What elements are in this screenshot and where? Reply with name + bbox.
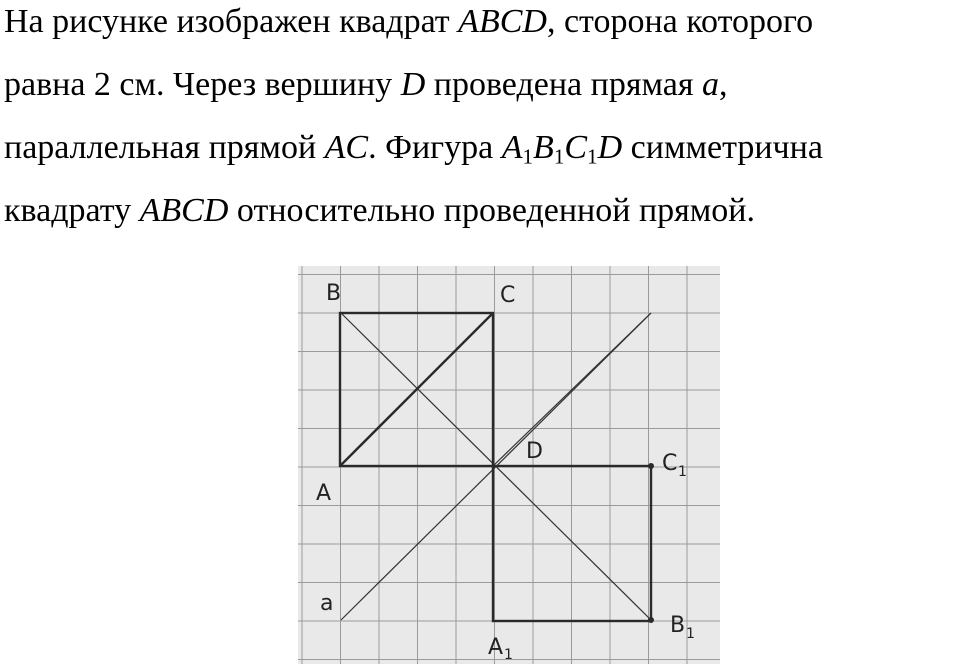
geometry-figure	[298, 266, 720, 664]
label-d: D	[526, 439, 543, 464]
text-line-2	[4, 63, 823, 126]
label-a1: A	[488, 635, 504, 660]
text-line-3	[4, 126, 823, 189]
math-c1: C	[564, 129, 588, 166]
label-c1: C	[662, 451, 678, 476]
text-run: , сторона которого	[546, 3, 814, 40]
math-a1b1c1d	[501, 129, 623, 169]
label-c1-sub: 1	[678, 464, 687, 480]
text-run: параллельная прямой	[4, 129, 325, 166]
point-c1	[648, 463, 654, 469]
text-run: . Фигура	[368, 129, 502, 166]
math-subscript: 1	[553, 144, 565, 169]
label-c: C	[500, 283, 516, 308]
math-a: a	[701, 66, 719, 103]
math-abcd: ABCD	[139, 192, 229, 229]
math-d: D	[597, 129, 623, 166]
label-b1-sub: 1	[686, 626, 695, 642]
text-run: симметрична	[622, 129, 823, 166]
math-ac: AC	[324, 129, 369, 166]
point-b1	[648, 617, 654, 623]
math-subscript: 1	[587, 144, 598, 169]
math-a1: A	[501, 129, 523, 166]
label-line-a: a	[320, 591, 334, 616]
text-line-1	[4, 0, 823, 63]
math-abcd: ABCD	[458, 3, 547, 40]
label-a1-sub: 1	[504, 647, 513, 663]
label-b: B	[326, 281, 342, 306]
text-run: ,	[718, 66, 728, 103]
math-subscript: 1	[522, 144, 534, 169]
figure-svg	[298, 266, 720, 664]
text-run: равна 2 см. Через вершину	[4, 66, 401, 103]
text-run: квадрату	[4, 192, 140, 229]
math-d: D	[400, 66, 426, 103]
text-line-4	[4, 189, 823, 252]
text-run: проведена прямая	[425, 66, 702, 103]
text-run: На рисунке изображен квадрат	[4, 3, 459, 40]
problem-text	[4, 0, 823, 252]
math-b1: B	[533, 129, 554, 166]
label-b1: B	[670, 613, 686, 638]
label-a: A	[316, 481, 332, 506]
text-run: относительно проведенной прямой.	[228, 192, 755, 229]
